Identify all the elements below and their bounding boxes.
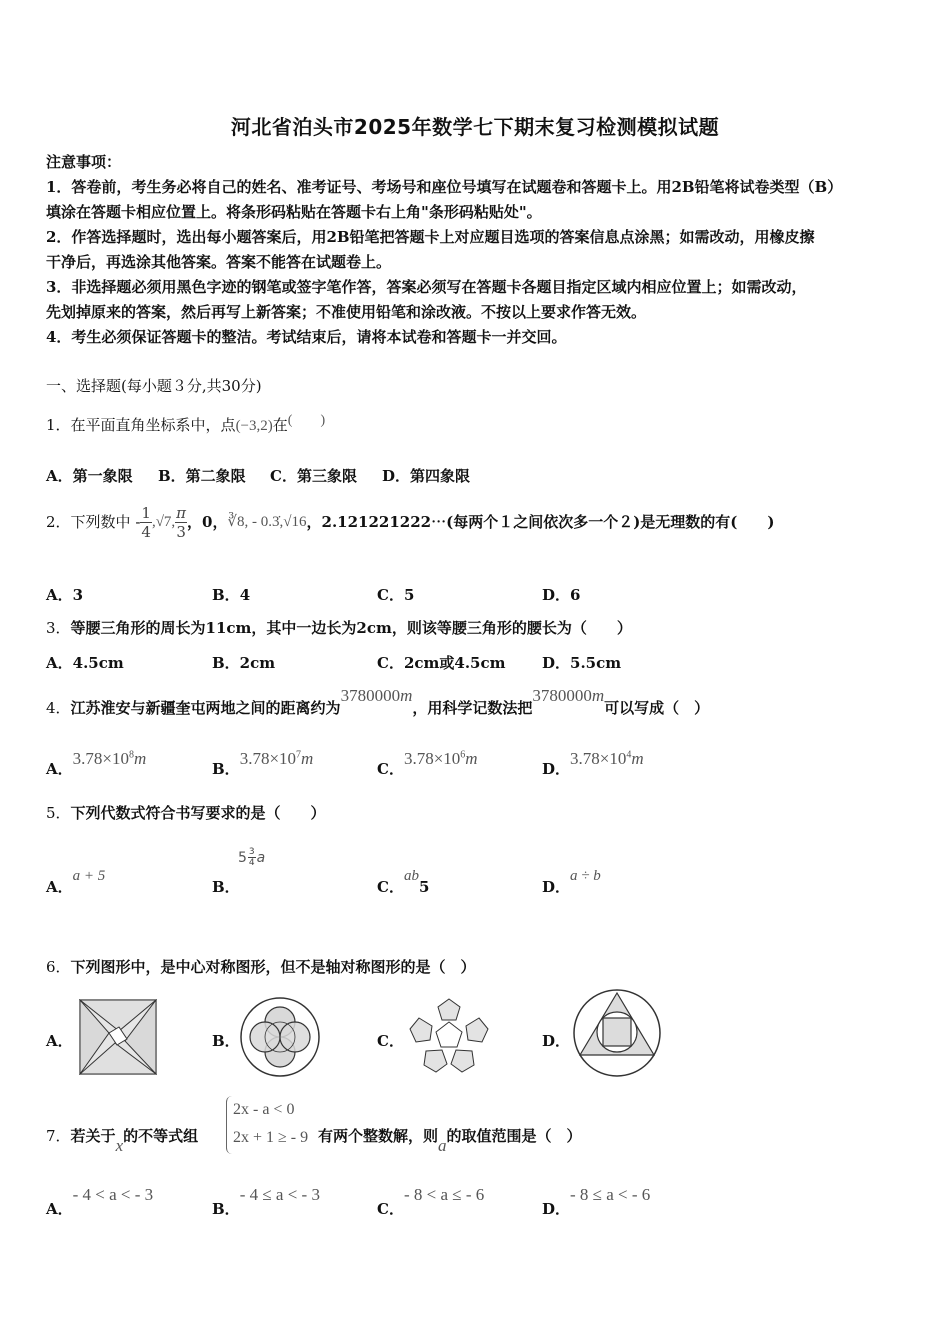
option-b[interactable]: B．第二象限 [158, 467, 246, 485]
notice-line: 填涂在答题卡相应位置上。将条形码粘贴在答题卡右上角"条形码粘贴处"。 [46, 203, 542, 221]
question-stem-tail: 在 [272, 416, 288, 434]
question-7-tail [318, 1126, 582, 1155]
option-a[interactable]: A．4.5cm [46, 654, 124, 672]
notice-line: 3．非选择题必须用黑色字迹的钢笔或签字笔作答，答案必须写在答题卡各题目指定区域内相应位置上；如需改动， [46, 278, 807, 296]
notice-heading: 注意事项： [46, 153, 122, 171]
question-stem: 有两个整数解，则 [318, 1127, 439, 1145]
option-a[interactable]: A．第一象限 [46, 467, 133, 485]
question-7 [46, 1126, 199, 1155]
distance-value: 3780000m [340, 686, 413, 705]
fraction-one-quarter: $\frac{1}{4}$ [141, 503, 151, 541]
option-a[interactable]: A．- 4 < a < - 3 [46, 1185, 154, 1218]
notice-line: 4．考生必须保证答题卡的整洁。考试结束后，请将本试卷和答题卡一并交回。 [46, 328, 567, 346]
question-4 [46, 686, 710, 718]
question-stem: 下列数中 - [70, 513, 141, 531]
inequality-2: 2x + 1 ≥ - 9 [233, 1129, 309, 1146]
option-c[interactable]: C．ab5 [377, 868, 430, 896]
option-c[interactable]: C．$3.78\times 10^6m$ [377, 749, 478, 778]
pinwheel-square-figure [79, 999, 157, 1075]
five-pentagons-figure [407, 996, 491, 1074]
page-title: 河北省泊头市2025年数学七下期末复习检测模拟试题 [230, 115, 720, 139]
question-6 [46, 957, 476, 977]
question-stem-tail: 可以写成（ ） [604, 699, 710, 717]
question-stem: 等腰三角形的周长为11cm，其中一边长为2cm，则该等腰三角形的腰长为（ ） [70, 619, 632, 637]
option-b[interactable]: B．2cm [212, 654, 276, 672]
option-b[interactable]: B．$3.78\times 10^7m$ [212, 749, 314, 778]
zero-term: ，0， [187, 513, 228, 531]
question-stem: 下列代数式符合书写要求的是（ ） [70, 804, 326, 822]
question-stem: 江苏淮安与新疆奎屯两地之间的距离约为 [70, 699, 341, 717]
option-d[interactable]: D． [542, 1032, 571, 1050]
question-5 [46, 803, 326, 823]
option-b[interactable]: B．4 [212, 586, 251, 604]
question-stem: 在平面直角坐标系中，点 [70, 416, 236, 434]
question-number: 4． [46, 699, 71, 717]
option-a[interactable]: A． [46, 1032, 73, 1050]
option-c[interactable]: C．第三象限 [270, 467, 357, 485]
answer-paren: ( ) [287, 413, 326, 428]
question-stem: 下列图形中，是中心对称图形，但不是轴对称图形的是（ ） [70, 958, 476, 976]
fraction-pi-third: $\frac{\pi}{3}$ [176, 503, 187, 541]
question-stem: 的取值范围是（ ） [446, 1127, 582, 1145]
question-stem-mid: ，用科学记数法把 [412, 699, 533, 717]
notice-line: 干净后，再选涂其他答案。答案不能答在试题卷上。 [46, 253, 392, 271]
option-d[interactable]: D．6 [542, 586, 581, 604]
inequality-1: 2x - a < 0 [233, 1101, 295, 1118]
sqrt-seven: ,√7, [151, 514, 176, 530]
point-coordinates: (−3,2) [235, 418, 273, 434]
notice-line: 2．作答选择题时，选出每小题答案后，用2B铅笔把答题卡上对应题目选项的答案信息点涂黑；如需改动，用橡皮擦 [46, 228, 815, 246]
inequality-system [226, 1096, 308, 1154]
circle-triangle-square-figure [571, 989, 663, 1077]
question-1 [46, 415, 325, 437]
question-3 [46, 618, 632, 638]
question-2 [46, 500, 775, 544]
question-stem-tail: ，2.121221222⋯(每两个１之间依次多一个２)是无理数的有( ) [306, 513, 775, 531]
option-c[interactable]: C． [377, 1032, 404, 1050]
mixed-fraction: 5 $\frac{3}{4}$ a [238, 847, 266, 868]
notice-line: 1．答卷前，考生务必将自己的姓名、准考证号、考场号和座位号填写在试题卷和答题卡上。用2B铅笔将试卷类型（B） [46, 178, 843, 196]
question-number: 6． [46, 958, 71, 976]
question-number: 5． [46, 804, 71, 822]
option-a[interactable]: A．3 [46, 586, 84, 604]
option-b[interactable]: B． 5 $\frac{3}{4}$ a [212, 847, 266, 896]
notice-line: 先划掉原来的答案，然后再写上新答案；不准使用铅笔和涂改液。不按以上要求作答无效。 [46, 303, 647, 321]
question-number: 1． [46, 416, 71, 434]
question-stem: 的不等式组 [123, 1127, 199, 1145]
distance-value: 3780000m [532, 686, 605, 705]
question-stem: 若关于 [70, 1127, 116, 1145]
radical-terms: ∛8, - 0.3̇,√16 [227, 514, 307, 530]
variable-a: a [438, 1136, 447, 1155]
option-d[interactable]: D．5.5cm [542, 654, 622, 672]
variable-x: x [115, 1136, 124, 1155]
question-number: 7． [46, 1127, 71, 1145]
option-d[interactable]: D．第四象限 [382, 467, 471, 485]
option-c[interactable]: C．2cm或4.5cm [377, 654, 506, 672]
option-b[interactable]: B． [212, 1032, 240, 1050]
option-c[interactable]: C．5 [377, 586, 415, 604]
option-c[interactable]: C．- 8 < a ≤ - 6 [377, 1185, 485, 1218]
section-heading: 一、选择题(每小题３分,共30分) [46, 377, 262, 395]
question-number: 3． [46, 619, 71, 637]
option-d[interactable]: D．a ÷ b [542, 868, 601, 896]
option-d[interactable]: D．$3.78\times 10^4m$ [542, 749, 644, 778]
four-petal-circle-figure [236, 996, 324, 1078]
option-a[interactable]: A．$3.78\times 10^8m$ [46, 749, 147, 778]
option-d[interactable]: D．- 8 ≤ a < - 6 [542, 1185, 651, 1218]
question-number: 2． [46, 513, 71, 531]
option-b[interactable]: B．- 4 ≤ a < - 3 [212, 1185, 320, 1218]
option-a[interactable]: A．a + 5 [46, 868, 106, 896]
